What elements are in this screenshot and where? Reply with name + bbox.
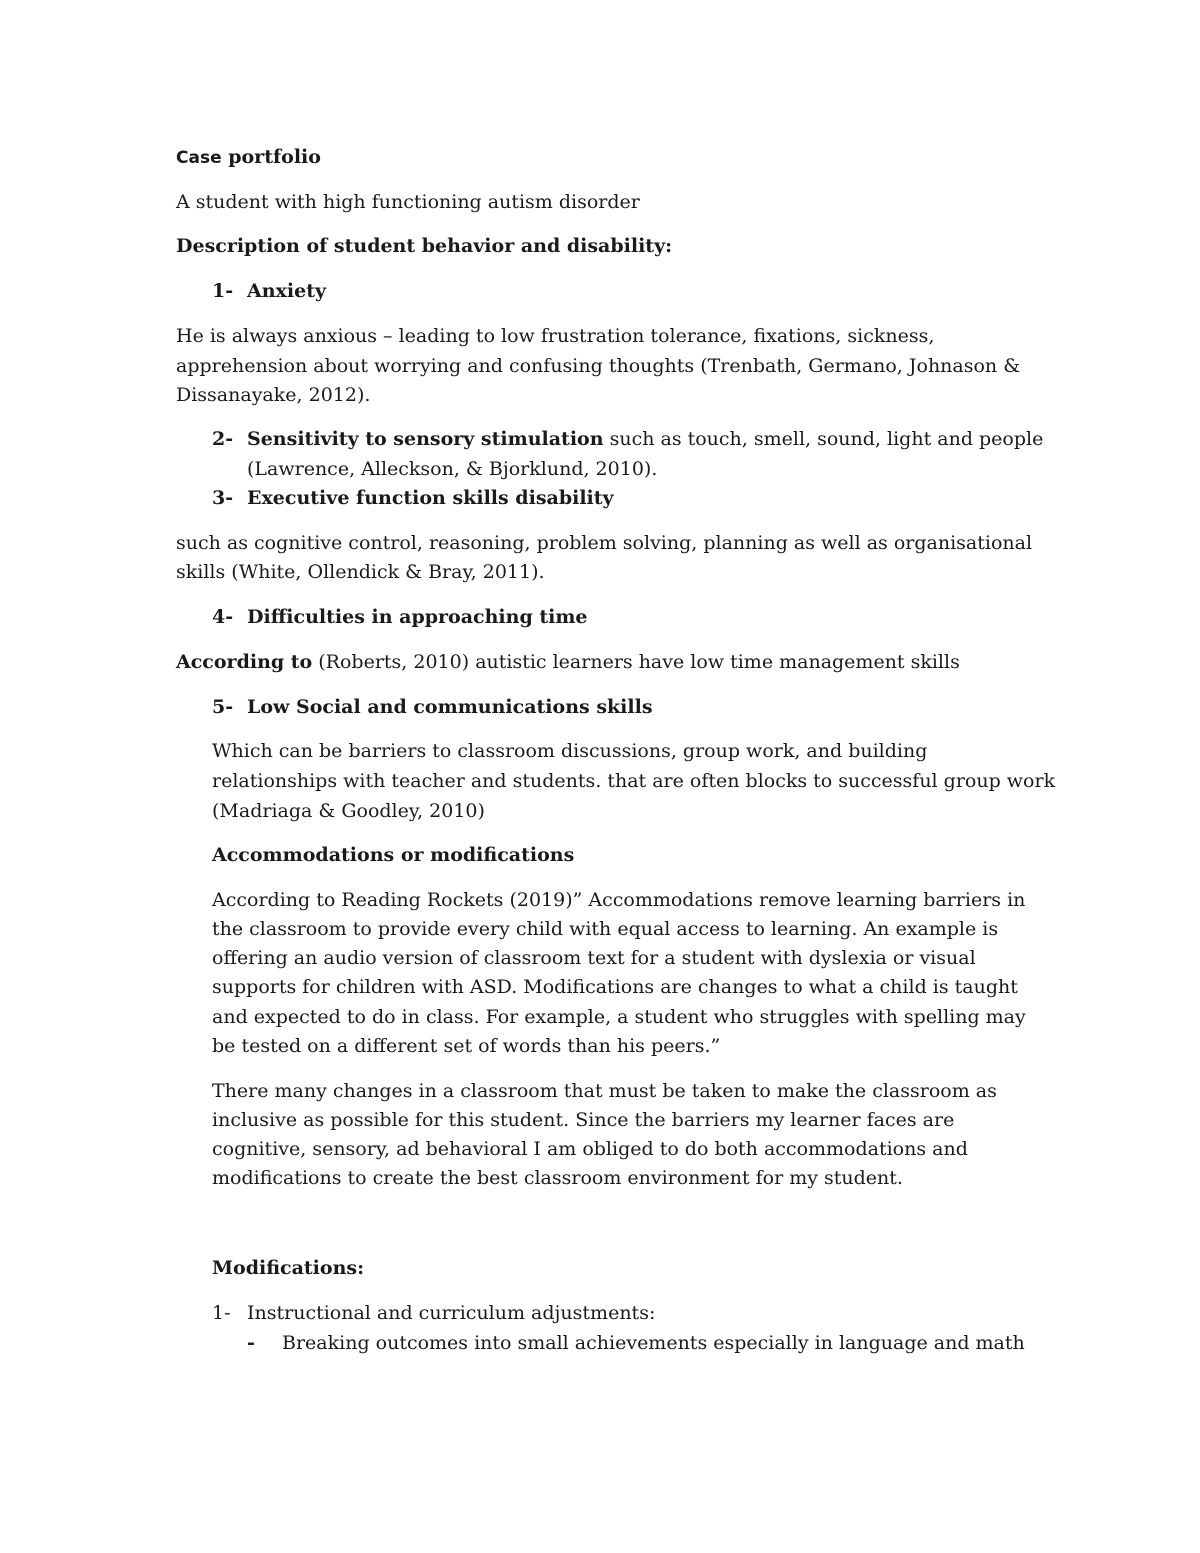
social-line-1: Which can be barriers to classroom discussions, group work, and building [212, 740, 928, 762]
time-rest: (Roberts, 2010) autistic learners have low time management skills [312, 651, 960, 673]
social-line-3: (Madriaga & Goodley, 2010) [212, 800, 485, 822]
anxiety-line-1: He is always anxious – leading to low frustration tolerance, fixations, sickness, [176, 325, 935, 347]
title-case-word: Case [176, 148, 222, 168]
accom-line-3: offering an audio version of classroom text for a student with dyslexia or visual [212, 947, 976, 969]
exec-line-2: skills (White, Ollendick & Bray, 2011). [176, 561, 545, 583]
title-rest: portfolio [221, 146, 321, 168]
item-1-label: Anxiety [247, 280, 327, 302]
accom-line-1: According to Reading Rockets (2019)” Accommodations remove learning barriers in [212, 889, 1026, 911]
subtitle: A student with high functioning autism disorder [176, 191, 640, 213]
inclusive-line-2: inclusive as possible for this student. Since the barriers my learner faces are [212, 1109, 955, 1131]
description-heading: Description of student behavior and disability: [176, 235, 673, 257]
accom-line-5: and expected to do in class. For example, a student who struggles with spelling may [212, 1006, 1026, 1028]
item-2-rest: such as touch, smell, sound, light and people [603, 428, 1044, 450]
time-line [176, 647, 960, 677]
mods-item-label: Instructional and curriculum adjustments: [247, 1302, 656, 1324]
item-4-label: Difficulties in approaching time [247, 606, 588, 628]
item-number: 1- [212, 280, 234, 302]
item-2-number: 2- [212, 428, 234, 450]
modifications-heading: Modifications: [212, 1257, 365, 1279]
inclusive-line-1: There many changes in a classroom that must be taken to make the classroom as [212, 1080, 997, 1102]
item-5-label: Low Social and communications skills [247, 696, 653, 718]
mods-bullet-text: Breaking outcomes into small achievements especially in language and math [282, 1332, 1025, 1354]
time-bold: According to [176, 651, 313, 673]
accom-line-6: be tested on a different set of words than his peers.” [212, 1035, 721, 1057]
item-3-number: 3- [212, 487, 234, 509]
mods-bullet-mark: - [247, 1332, 255, 1354]
accom-line-4: supports for children with ASD. Modifications are changes to what a child is taught [212, 976, 1018, 998]
page-title [176, 142, 321, 173]
inclusive-line-4: modifications to create the best classroom environment for my student. [212, 1167, 903, 1189]
inclusive-line-3: cognitive, sensory, ad behavioral I am obliged to do both accommodations and [212, 1138, 968, 1160]
item-4-number: 4- [212, 606, 234, 628]
exec-line-1: such as cognitive control, reasoning, problem solving, planning as well as organisational [176, 532, 1033, 554]
item-2-continuation: (Lawrence, Alleckson, & Bjorklund, 2010). [247, 458, 658, 480]
item-5-number: 5- [212, 696, 234, 718]
accom-line-2: the classroom to provide every child with equal access to learning. An example is [212, 918, 999, 940]
mods-item-number: 1- [212, 1302, 231, 1324]
item-1 [212, 276, 233, 306]
accommodations-heading: Accommodations or modifications [212, 844, 575, 866]
item-3-label: Executive function skills disability [247, 487, 614, 509]
anxiety-line-3: Dissanayake, 2012). [176, 384, 371, 406]
item-2 [247, 424, 1043, 454]
social-line-2: relationships with teacher and students. that are often blocks to successful group work [212, 770, 1056, 792]
anxiety-line-2: apprehension about worrying and confusing thoughts (Trenbath, Germano, Johnason & [176, 355, 1021, 377]
item-2-label: Sensitivity to sensory stimulation [247, 428, 604, 450]
